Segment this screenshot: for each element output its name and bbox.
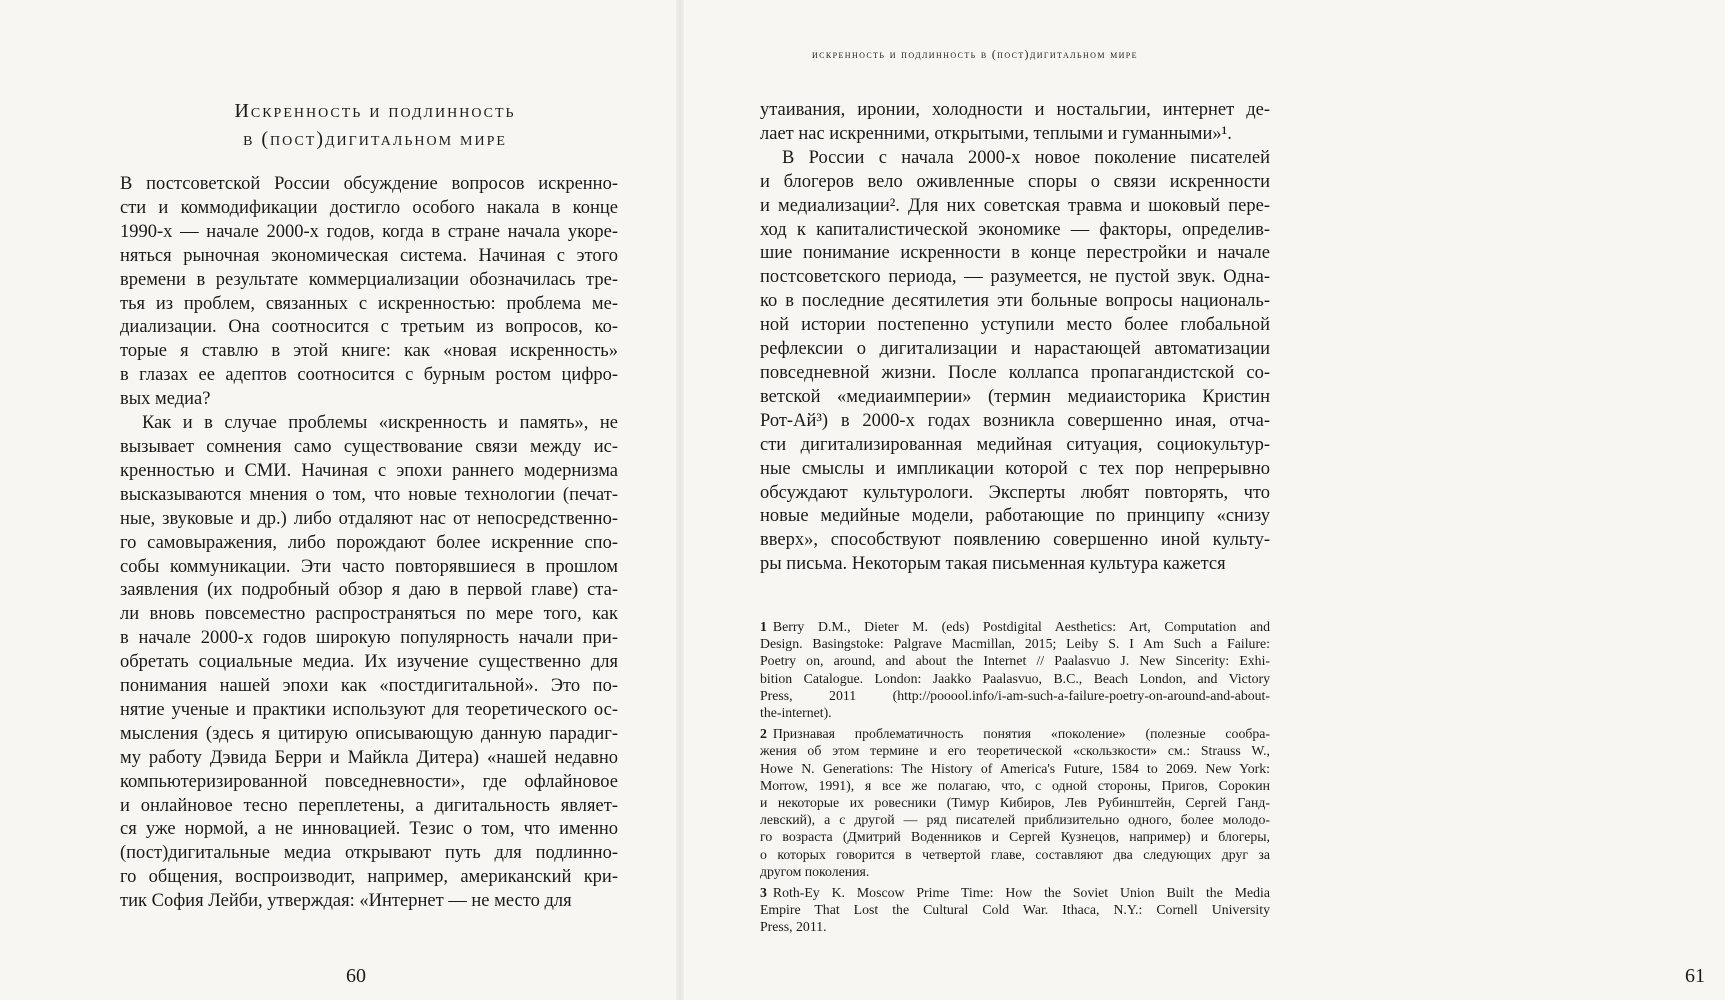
text-line: му работу Дэвида Берри и Майкла Дитера) «нашей недавно: [120, 747, 618, 768]
text-line: собы коммуникации. Эти часто повторявшиеся в прошлом: [120, 556, 618, 577]
footnote-number: 3: [760, 885, 767, 901]
text-line: в глазах ее адептов соотносится с бурным ростом цифро-: [120, 365, 618, 386]
footnote-line: го возраста (Дмитрий Воденников и Сергей Кузнецов, например) и блогеры,: [760, 829, 1270, 845]
left-page: [0, 0, 680, 1000]
footnote-line: Признавая проблематичность понятия «поколение» (полезные сообра-: [772, 726, 1270, 742]
text-line: в начале 2000-х годов широкую популярность начали при-: [120, 628, 618, 649]
text-line: ные, звуковые и др.) либо отдаляют нас от непосредственно-: [120, 508, 618, 529]
footnote-line: и некоторые их ровесники (Тимур Кибиров, Лев Рубинштейн, Сергей Ганд-: [760, 795, 1270, 811]
chapter-title-line: в (пост)дигитальном мире: [243, 128, 507, 150]
text-line: компьютеризированной повседневности», где офлайновое: [120, 771, 618, 792]
text-line: ры письма. Некоторым такая письменная культура кажется: [760, 554, 1226, 575]
text-line: тик София Лейби, утверждая: «Интернет — не место для: [120, 891, 572, 912]
footnote-line: другом поколения.: [760, 863, 870, 879]
footnote-line: the-internet).: [760, 705, 832, 721]
text-line: тья из проблем, связанных с искренностью: проблема ме-: [120, 293, 618, 314]
text-line: мысления (здесь я цитирую описывающую данную парадиг-: [120, 723, 618, 744]
footnote-line: о которых говорится в четвертой главе, составляют два следующих друг за: [760, 846, 1270, 862]
footnote-line: Press, 2011 (http://pooool.info/i-am-such-a-failure-poetry-on-around-and-about-: [760, 687, 1270, 703]
text-line: утаивания, иронии, холодности и ностальгии, интернет де-: [760, 100, 1270, 120]
footnote-line: левский), а с другой — ряд писателей приблизительно одного, более молодо-: [760, 812, 1270, 828]
footnote-line: Morrow, 1991), я все же полагаю, что, с одной стороны, Пригов, Сорокин: [760, 777, 1270, 793]
footnote: [760, 725, 1270, 880]
text-line: сти и коммодификации достигло особого накала в конце: [120, 197, 618, 218]
text-line: ветской «медиаимперии» (термин медиаисторика Кристин: [760, 386, 1270, 407]
footnote-number: 2: [760, 726, 767, 742]
text-line: лает нас искренними, открытыми, теплыми и гуманными»¹.: [760, 123, 1232, 144]
text-line: времени в результате коммерциализации обозначилась тре-: [120, 269, 618, 290]
text-line: вверх», способствуют появлению совершенно иной культу-: [760, 530, 1270, 551]
left-body-text: [120, 173, 618, 914]
text-line: 1990-х — начале 2000-х годов, когда в стране начала укоре-: [120, 221, 618, 242]
footnote-number: 1: [760, 619, 767, 634]
text-line: торые я ставлю в этой книге: как «новая искренность»: [120, 341, 618, 362]
text-line: ли вновь повсеместно распространяться по мере того, как: [120, 604, 618, 625]
text-line: диализации. Она соотносится с третьим из вопросов, ко-: [120, 317, 618, 338]
text-line: сти дигитализированная медийная ситуация, социокультур-: [760, 434, 1270, 455]
footnote-line: Empire That Lost the Cultural Cold War. Ithaca, N.Y.: Cornell University: [760, 902, 1270, 918]
chapter-title: [120, 97, 630, 153]
text-line: заявления (их подробный обзор я даю в первой главе) ста-: [120, 580, 618, 601]
text-line: В постсоветской России обсуждение вопросов искренно-: [120, 174, 618, 194]
text-line: (пост)дигитальные медиа открывают путь для подлинно-: [120, 843, 618, 864]
text-line: и онлайновое тесно переплетены, а дигитальность являет-: [120, 795, 618, 816]
text-line: новые медийные модели, работающие по принципу «снизу: [760, 506, 1270, 527]
text-line: го общения, воспроизводит, например, американский кри-: [120, 867, 618, 888]
page-number-right: 61: [1685, 965, 1705, 987]
text-line: кренностью и СМИ. Начиная с эпохи раннего модернизма: [120, 460, 618, 481]
chapter-title-line: Искренность и подлинность: [234, 100, 516, 122]
text-line: ной истории постепенно уступили место более глобальной: [760, 315, 1270, 336]
text-line: вызывает сомнения само существование связи между ис-: [120, 436, 618, 457]
footnote-line: Howe N. Generations: The History of America's Future, 1584 to 2069. New York:: [760, 760, 1270, 776]
text-line: понимания нашей эпохи как «постдигитальной». Это по-: [120, 676, 618, 697]
footnote: [760, 618, 1270, 721]
footnote-line: Press, 2011.: [760, 919, 827, 935]
right-body-text: [760, 99, 1270, 577]
text-line: ко в последние десятилетия эти больные вопросы националь-: [760, 291, 1270, 312]
footnote-line: жения об этом термине и его теоретической «скользкости» см.: Strauss W.,: [760, 743, 1270, 759]
text-line: постсоветского периода, — разумеется, не пустой звук. Одна-: [760, 267, 1270, 288]
text-line: го самовыражения, либо порождают более искренние спо-: [120, 532, 618, 553]
text-line: рефлексии о дигитализации и нарастающей автоматизации: [760, 339, 1270, 360]
text-line: и блогеров вело оживленные споры о связи искренности: [760, 171, 1270, 192]
text-line: ся уже нормой, а не инновацией. Тезис о том, что именно: [120, 819, 618, 840]
text-line: Рот-Ай³) в 2000-х годах возникла совершенно иная, отча-: [760, 410, 1270, 431]
text-line: обретать социальные медиа. Их изучение существенно для: [120, 652, 618, 673]
page-number-left: 60: [346, 965, 366, 987]
text-line: и медиализации². Для них советская травма и шоковый пере-: [760, 195, 1270, 216]
text-line: ные смыслы и импликации которой с тех пор непрерывно: [760, 458, 1270, 479]
footnotes: [760, 618, 1270, 940]
footnote-line: Poetry on, around, and about the Internet // Paalasvuo J. New Sincerity: Exhi-: [760, 653, 1270, 669]
footnote-line: Roth-Ey K. Moscow Prime Time: How the Soviet Union Built the Media: [772, 885, 1270, 901]
text-line: шие понимание искренности в конце перестройки и начале: [760, 243, 1270, 264]
text-line: вых медиа?: [120, 389, 211, 410]
text-line: ход к капиталистической экономике — факторы, определив-: [760, 219, 1270, 240]
text-line: нятие ученые и практики используют для теоретического ос-: [120, 699, 618, 720]
text-line: Как и в случае проблемы «искренность и память», не: [142, 413, 618, 434]
footnote-line: Berry D.M., Dieter M. (eds) Postdigital Aesthetics: Art, Computation and: [772, 619, 1270, 634]
footnote-line: Design. Basingstoke: Palgrave Macmillan, 2015; Leiby S. I Am Such a Failure:: [760, 636, 1270, 652]
text-line: повседневной жизни. После коллапса пропагандистской со-: [760, 362, 1270, 383]
footnote-line: bition Catalogue. London: Jaakko Paalasvuo, B.C., Beach London, and Victory: [760, 670, 1270, 686]
footnote: [760, 884, 1270, 936]
text-line: обсуждают культурологи. Эксперты любят повторять, что: [760, 482, 1270, 503]
running-head: искренность и подлинность в (пост)дигитальном мире: [812, 49, 1138, 61]
text-line: В России с начала 2000-х новое поколение писателей: [782, 147, 1270, 168]
text-line: няться рыночная экономическая система. Начиная с этого: [120, 245, 618, 266]
text-line: высказываются мнения о том, что новые технологии (печат-: [120, 484, 618, 505]
